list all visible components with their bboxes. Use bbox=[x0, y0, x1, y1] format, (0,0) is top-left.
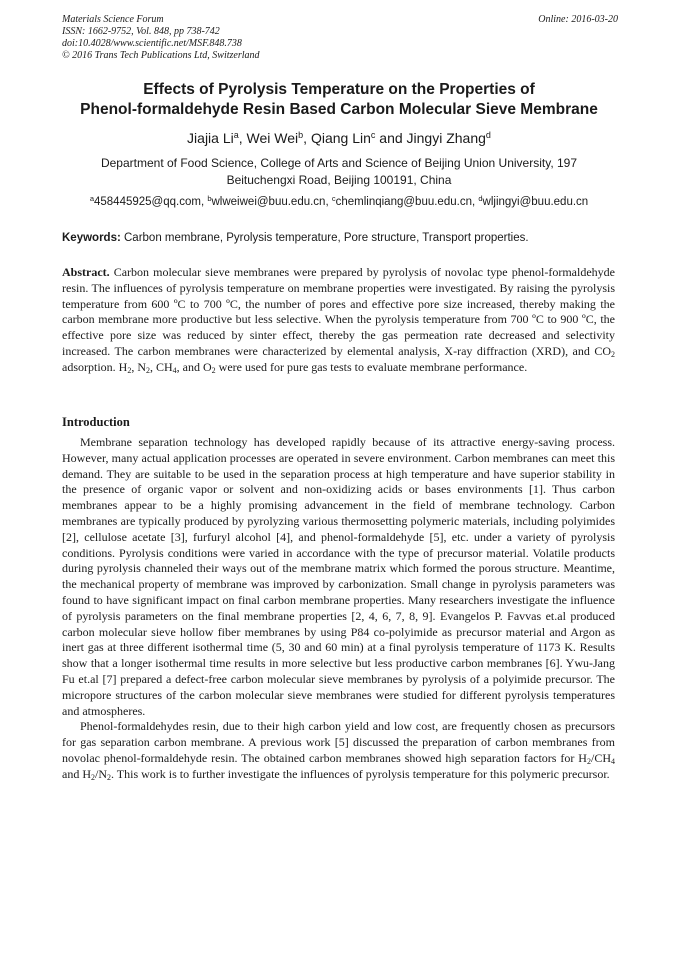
author-superscript: b bbox=[298, 130, 304, 140]
subscript: 4 bbox=[611, 756, 615, 766]
author-superscript: c bbox=[370, 130, 376, 140]
email-address: wljingyi@buu.edu.cn bbox=[482, 196, 589, 208]
author-superscript: a bbox=[233, 130, 239, 140]
issn-line: ISSN: 1662-9752, Vol. 848, pp 738-742 bbox=[62, 26, 220, 37]
author-name: Qiang Lin bbox=[310, 130, 371, 146]
subscript: 2 bbox=[211, 365, 216, 375]
email-address: wlweiwei@buu.edu.cn bbox=[211, 196, 326, 208]
author-name: Jiajia Li bbox=[187, 130, 234, 146]
subscript: 2 bbox=[611, 349, 615, 359]
email-superscript: b bbox=[207, 194, 212, 203]
abstract-text: , N bbox=[131, 359, 146, 374]
doi-line: doi:10.4028/www.scientific.net/MSF.848.738 bbox=[62, 38, 242, 49]
title-line-1: Effects of Pyrolysis Temperature on the Properties of bbox=[143, 81, 535, 98]
author-list bbox=[40, 129, 638, 147]
email-superscript: d bbox=[478, 194, 483, 203]
author-name: Jingyi Zhang bbox=[406, 130, 486, 146]
abstract-text: , CH bbox=[150, 359, 173, 374]
author-superscript: d bbox=[485, 130, 491, 140]
email-separator: , bbox=[325, 196, 332, 208]
abstract-text: , and O bbox=[176, 359, 212, 374]
abstract-text: Carbon molecular sieve membranes were prepared by pyrolysis of novolac type phenol-formaldehyde resin. The influences of pyrolysis temperature on membrane properties were investigated. By raising the pyrolysis temperature from 600 ºC to 700 ºC, the number of pores and effective pore size increased, thereby making the carbon membrane more productive but less selective. When the pyrolysis temperature from 700 ºC to 900 ºC, the effective pore size was reduced by sinter effect, thereby the gas permeation rate decreased and selectivity increased. The carbon membranes were characterized by elemental analysis, X-ray diffraction (XRD), and CO bbox=[62, 265, 615, 358]
abstract-label: Abstract. bbox=[62, 265, 110, 279]
subscript: 4 bbox=[172, 365, 177, 375]
copyright-line: © 2016 Trans Tech Publications Ltd, Switzerland bbox=[62, 50, 260, 61]
email-superscript: a bbox=[89, 194, 94, 203]
abstract-text: adsorption. H bbox=[62, 359, 128, 374]
subscript: 2 bbox=[107, 772, 111, 782]
section-heading: Introduction bbox=[62, 415, 130, 429]
author-separator: and bbox=[375, 130, 407, 146]
journal-name: Materials Science Forum bbox=[62, 14, 164, 25]
author-separator: , bbox=[238, 130, 247, 146]
keywords bbox=[62, 230, 618, 246]
paragraph-text: . This work is to further investigate the influences of pyrolysis temperature for this polymeric precursor. bbox=[111, 766, 610, 781]
subscript: 2 bbox=[586, 756, 591, 766]
abstract-text: were used for pure gas tests to evaluate membrane performance. bbox=[215, 359, 528, 374]
paragraph: Membrane separation technology has developed rapidly because of its attractive energy-saving process. However, many actual application processes are operated in severe environment. Carbon membranes can meet this demand. They are suitable to be used in the separation process at high temperature and have superior stability in the presence of organic vapor or solvent and non-oxidizing acids or bases environments [1]. Thus carbon membranes appear to be a highly promising advancement in the field of membrane technology. Carbon membranes are typically produced by pyrolyzing various thermosetting polymeric materials, including polyimides [2], cellulose acetate [3], furfuryl alcohol [4], and phenol-formaldehyde [5], etc. under a variety of pyrolysis conditions. Pyrolysis conditions were varied in accordance with the type of precursor material. Volatile products during pyrolysis channeled their ways out of the membrane matrix which formed the porous structure. Meantime, the mechanical property of membrane was improved by carbonization. Small change in pyrolysis parameters was found to have significant impact on final carbon membrane properties. Many researchers investigate the influence of pyrolysis parameters on the final membrane properties [2, 4, 6, 7, 8, 9]. Evangelos P. Favvas et.al produced carbon molecular sieve hollow fiber membranes by using P84 co-polyimide as precursor material and Argon as inert gas at three different isothermal time (5, 30 and 60 min) at a final pyrolysis temperature of 1173 K. Results show that a longer isothermal time results in more selective but less productive carbon membranes [6]. Ywu-Jang Fu et.al [7] prepared a defect-free carbon molecular sieve membranes by pyrolysis of a polyimide precursor. The micropore structures of the carbon molecular sieve membranes were studied for different pyrolysis temperatures and atmospheres. bbox=[62, 435, 615, 718]
subscript: 2 bbox=[91, 772, 95, 782]
keywords-text: Carbon membrane, Pyrolysis temperature, Pore structure, Transport properties. bbox=[120, 232, 529, 244]
journal-header bbox=[62, 14, 618, 62]
author-separator: , bbox=[303, 130, 311, 146]
online-date: Online: 2016-03-20 bbox=[538, 14, 618, 25]
affiliation bbox=[40, 155, 638, 189]
abstract bbox=[62, 265, 615, 376]
subscript: 2 bbox=[127, 365, 132, 375]
email-address: 458445925@qq.com bbox=[93, 196, 201, 208]
paper-title bbox=[40, 80, 638, 120]
email-superscript: c bbox=[331, 194, 336, 203]
author-name: Wei Wei bbox=[246, 130, 299, 146]
email-separator: , bbox=[200, 196, 208, 208]
paragraph bbox=[62, 719, 615, 782]
paragraph-text: Phenol-formaldehydes resin, due to their high carbon yield and low cost, are frequently chosen as precursors for gas separation carbon membrane. A previous work [5] discussed the preparation of carbon membranes from novolac phenol-formaldehyde resin. The obtained carbon membranes showed high separation factors for H bbox=[62, 719, 615, 765]
title-line-2: Phenol-formaldehyde Resin Based Carbon Molecular Sieve Membrane bbox=[80, 101, 598, 118]
affiliation-line-1: Department of Food Science, College of Arts and Science of Beijing Union University, 197 bbox=[100, 156, 578, 170]
paragraph-text: /N bbox=[95, 766, 107, 781]
journal-info bbox=[62, 14, 618, 62]
introduction-body bbox=[62, 435, 615, 783]
affiliation-line-2: Beituchengxi Road, Beijing 100191, China bbox=[226, 173, 452, 187]
paragraph-text: /CH bbox=[590, 750, 611, 765]
keywords-label: Keywords: bbox=[62, 232, 121, 244]
email-list bbox=[40, 194, 638, 210]
email-separator: , bbox=[471, 196, 479, 208]
email-address: chemlinqiang@buu.edu.cn bbox=[335, 196, 472, 208]
paragraph-text: and H bbox=[62, 766, 91, 781]
subscript: 2 bbox=[146, 365, 150, 375]
